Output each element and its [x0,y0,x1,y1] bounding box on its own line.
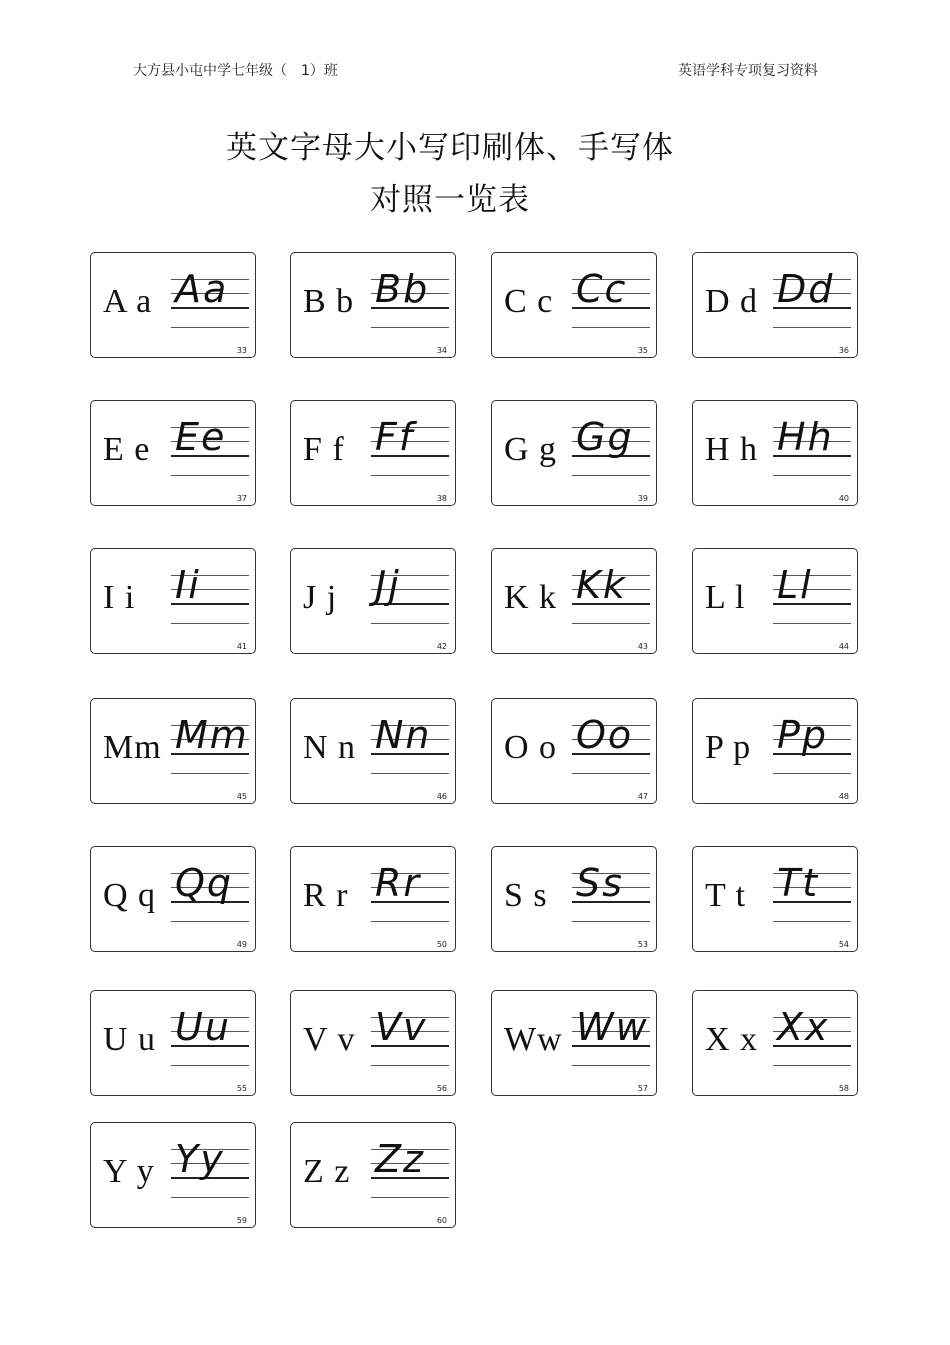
letter-card [692,400,858,506]
page-subtitle: 对照一览表 [370,182,530,218]
handwritten-letters: Gg [576,415,634,459]
printed-letters: Mm [103,729,162,766]
printed-letters: P p [705,729,752,766]
letter-card [90,548,256,654]
letter-card [90,990,256,1096]
card-number: 40 [838,494,849,503]
printed-letters: H h [705,431,759,468]
handwritten-letters: Jj [375,563,401,607]
printed-letters: C c [504,283,554,320]
card-number: 39 [637,494,648,503]
handwritten-letters: Bb [375,267,430,311]
letter-card [491,252,657,358]
handwritten-letters: Hh [777,415,834,459]
letter-card [491,846,657,952]
handwritten-letters: Ww [576,1005,649,1049]
card-number: 44 [838,642,849,651]
handwritten-letters: Dd [777,267,835,311]
card-number: 49 [236,940,247,949]
letter-card [491,548,657,654]
printed-letters: V v [303,1021,356,1058]
letter-card [90,1122,256,1228]
printed-letters: Q q [103,877,157,914]
handwritten-letters: Ss [576,861,624,905]
card-number: 60 [436,1216,447,1225]
handwritten-letters: Ff [375,415,415,459]
handwritten-letters: Vv [375,1005,428,1049]
handwritten-letters: Pp [777,713,829,757]
letter-card [692,990,858,1096]
printed-letters: K k [504,579,558,616]
printed-letters: Ww [504,1021,563,1058]
letter-card [90,698,256,804]
card-number: 48 [838,792,849,801]
printed-letters: X x [705,1021,759,1058]
letter-card [290,400,456,506]
page-title: 英文字母大小写印刷体、手写体 [226,130,674,166]
handwritten-letters: Ll [777,563,813,607]
printed-letters: L l [705,579,746,616]
letter-card [491,990,657,1096]
printed-letters: S s [504,877,548,914]
handwritten-letters: Cc [576,267,628,311]
printed-letters: O o [504,729,558,766]
letter-card [491,698,657,804]
handwritten-letters: Rr [375,861,422,905]
printed-letters: B b [303,283,355,320]
printed-letters: A a [103,283,153,320]
handwritten-letters: Qq [175,861,234,905]
letter-card [90,252,256,358]
header-class-info: 大方县小屯中学七年级（ 1）班 [133,63,338,79]
letter-card [491,400,657,506]
card-number: 46 [436,792,447,801]
letter-card [290,698,456,804]
card-number: 58 [838,1084,849,1093]
card-number: 47 [637,792,648,801]
handwritten-letters: Xx [777,1005,830,1049]
handwritten-letters: Tt [777,861,820,905]
printed-letters: E e [103,431,151,468]
printed-letters: G g [504,431,558,468]
printed-letters: I i [103,579,136,616]
card-number: 56 [436,1084,447,1093]
letter-card [290,548,456,654]
letter-card [290,252,456,358]
card-number: 59 [236,1216,247,1225]
card-number: 34 [436,346,447,355]
card-number: 36 [838,346,849,355]
printed-letters: Y y [103,1153,155,1190]
card-number: 35 [637,346,648,355]
card-number: 55 [236,1084,247,1093]
handwritten-letters: Oo [576,713,634,757]
letter-card [290,846,456,952]
printed-letters: D d [705,283,759,320]
printed-letters: J j [303,579,338,616]
printed-letters: Z z [303,1153,351,1190]
card-number: 54 [838,940,849,949]
card-number: 41 [236,642,247,651]
card-number: 38 [436,494,447,503]
handwritten-letters: Zz [375,1137,425,1181]
handwritten-letters: Ii [175,563,201,607]
letter-card [692,548,858,654]
letter-card [290,1122,456,1228]
card-number: 53 [637,940,648,949]
handwritten-letters: Yy [175,1137,225,1181]
letter-card [692,698,858,804]
header-subject-info: 英语学科专项复习资料 [678,63,818,79]
printed-letters: R r [303,877,349,914]
printed-letters: T t [705,877,747,914]
printed-letters: U u [103,1021,157,1058]
card-number: 37 [236,494,247,503]
letter-card [290,990,456,1096]
card-number: 50 [436,940,447,949]
letter-card [90,400,256,506]
handwritten-letters: Ee [175,415,227,459]
card-number: 57 [637,1084,648,1093]
printed-letters: N n [303,729,357,766]
printed-letters: F f [303,431,345,468]
card-number: 45 [236,792,247,801]
card-number: 33 [236,346,247,355]
handwritten-letters: Mm [175,713,249,757]
letter-card [692,846,858,952]
handwritten-letters: Kk [576,563,627,607]
letter-card [692,252,858,358]
card-number: 43 [637,642,648,651]
handwritten-letters: Nn [375,713,432,757]
handwritten-letters: Aa [175,267,229,311]
letter-card [90,846,256,952]
handwritten-letters: Uu [175,1005,231,1049]
card-number: 42 [436,642,447,651]
